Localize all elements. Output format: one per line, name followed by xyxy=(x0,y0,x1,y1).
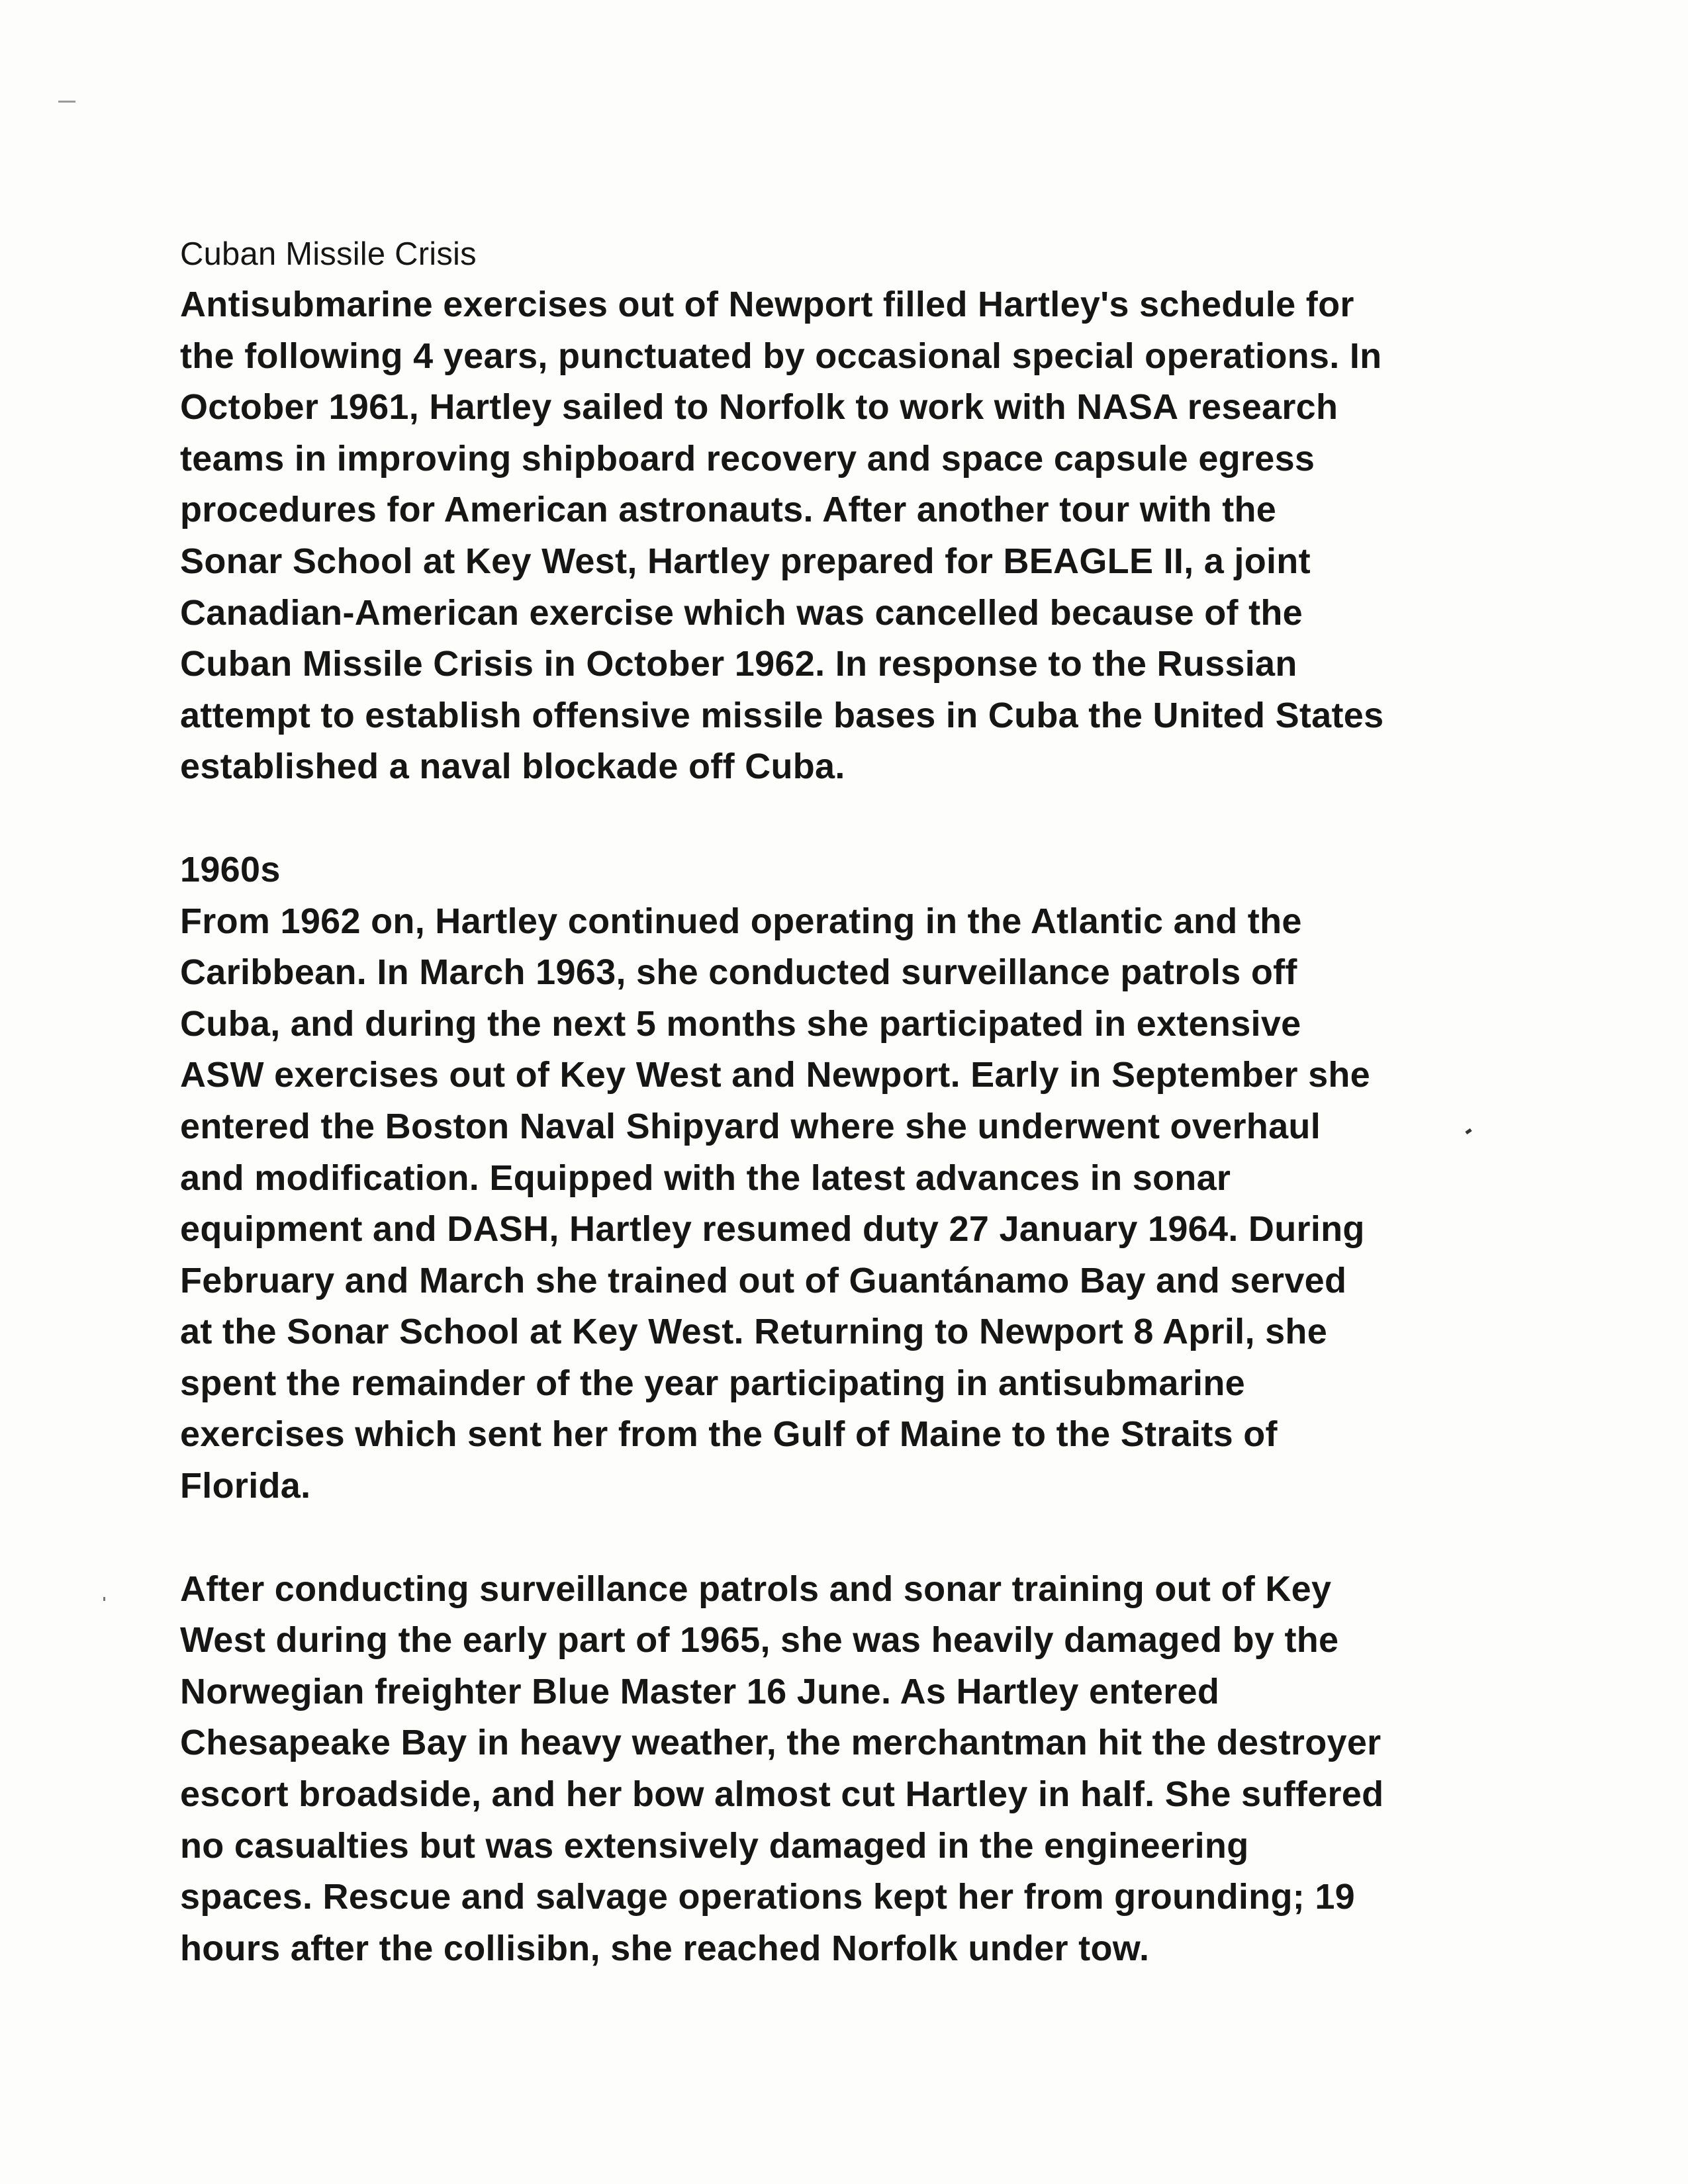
scan-speck xyxy=(103,1597,105,1601)
text-line: October 1961, Hartley sailed to Norfolk to work with NASA research xyxy=(180,387,1338,428)
text-line: From 1962 on, Hartley continued operating in the Atlantic and the xyxy=(180,901,1302,941)
text-line: Sonar School at Key West, Hartley prepared for BEAGLE II, a joint xyxy=(180,541,1311,581)
section-1965-collision xyxy=(180,1564,1530,1975)
text-line: spaces. Rescue and salvage operations kept her from grounding; 19 xyxy=(180,1877,1356,1917)
section-heading: 1960s xyxy=(180,849,281,889)
text-line: Florida. xyxy=(180,1466,311,1506)
text-line: ASW exercises out of Key West and Newport. Early in September she xyxy=(180,1055,1371,1095)
text-line: Cuban Missile Crisis in October 1962. In response to the Russian xyxy=(180,644,1297,684)
section-heading: Cuban Missile Crisis xyxy=(180,236,477,272)
text-line: After conducting surveillance patrols and sonar training out of Key xyxy=(180,1569,1332,1609)
text-line: Antisubmarine exercises out of Newport filled Hartley's schedule for xyxy=(180,285,1354,324)
text-line: attempt to establish offensive missile bases in Cuba the United States xyxy=(180,695,1384,735)
document-body xyxy=(180,229,1530,1974)
text-line: at the Sonar School at Key West. Returning to Newport 8 April, she xyxy=(180,1312,1328,1352)
text-line: Caribbean. In March 1963, she conducted surveillance patrols off xyxy=(180,952,1297,993)
text-line: Canadian-American exercise which was cancelled because of the xyxy=(180,592,1303,633)
paragraph-gap xyxy=(180,1512,1530,1564)
section-cuban-missile-crisis xyxy=(180,229,1530,793)
text-line: spent the remainder of the year participating in antisubmarine xyxy=(180,1363,1245,1403)
text-line: exercises which sent her from the Gulf of Maine to the Straits of xyxy=(180,1414,1278,1455)
text-line: the following 4 years, punctuated by occasional special operations. In xyxy=(180,336,1382,376)
text-line: equipment and DASH, Hartley resumed duty 27 January 1964. During xyxy=(180,1209,1365,1250)
text-line: Norwegian freighter Blue Master 16 June. As Hartley entered xyxy=(180,1671,1220,1711)
text-line: procedures for American astronauts. After another tour with the xyxy=(180,490,1277,530)
paragraph-gap xyxy=(180,793,1530,844)
scan-speck xyxy=(58,101,75,103)
text-line: Cuba, and during the next 5 months she participated in extensive xyxy=(180,1003,1301,1044)
text-line: entered the Boston Naval Shipyard where she underwent overhaul xyxy=(180,1106,1321,1146)
text-line: hours after the collisibn, she reached Norfolk under tow. xyxy=(180,1928,1150,1968)
text-line: and modification. Equipped with the latest advances in sonar xyxy=(180,1158,1231,1198)
text-line: established a naval blockade off Cuba. xyxy=(180,747,845,787)
text-line: West during the early part of 1965, she was heavily damaged by the xyxy=(180,1620,1339,1661)
text-line: February and March she trained out of Guantánamo Bay and served xyxy=(180,1260,1347,1300)
text-line: teams in improving shipboard recovery and space capsule egress xyxy=(180,438,1315,478)
text-line: Chesapeake Bay in heavy weather, the merchantman hit the destroyer xyxy=(180,1723,1382,1763)
text-line: no casualties but was extensively damaged in the engineering xyxy=(180,1825,1249,1866)
section-1960s xyxy=(180,844,1530,1512)
text-line: escort broadside, and her bow almost cut Hartley in half. She suffered xyxy=(180,1774,1384,1815)
